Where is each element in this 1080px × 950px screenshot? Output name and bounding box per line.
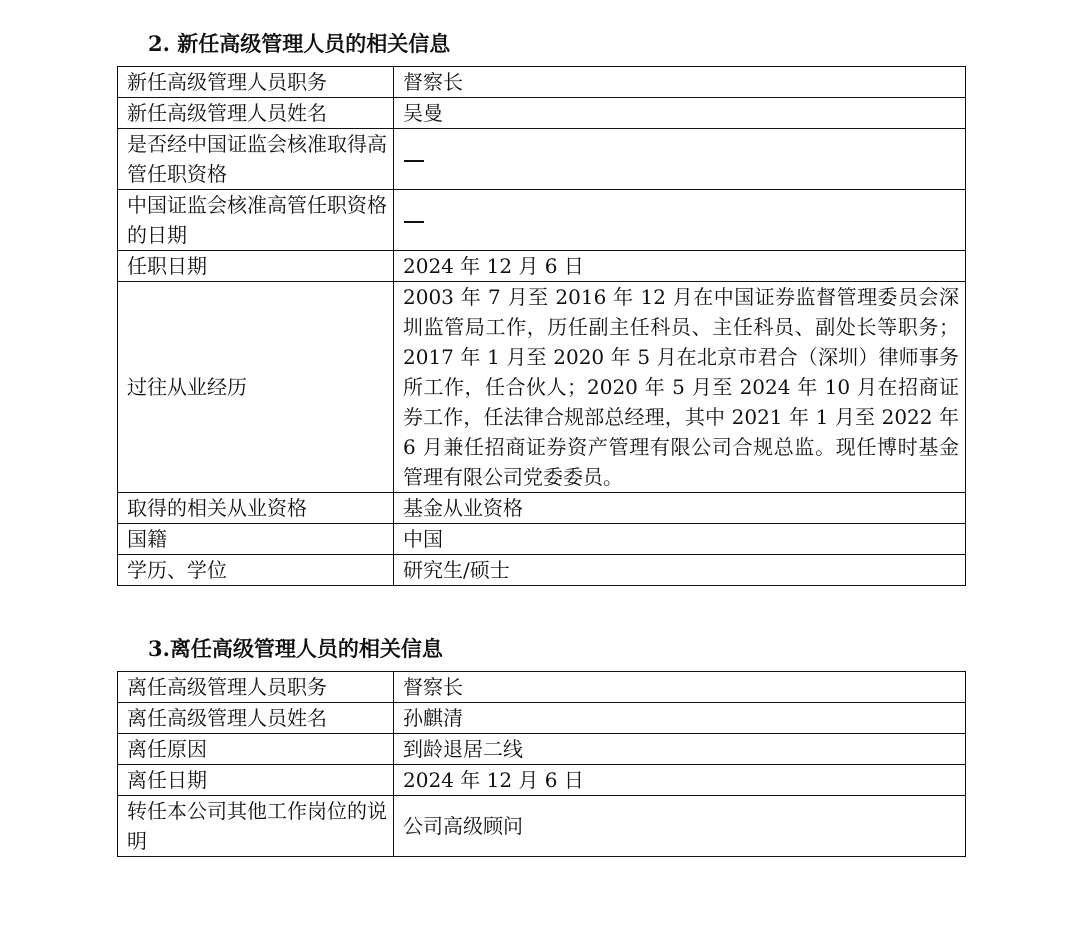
- row-value: 孙麒清: [394, 703, 966, 734]
- table-row: [118, 282, 966, 493]
- row-label: 取得的相关从业资格: [118, 493, 394, 524]
- row-label: 是否经中国证监会核准取得高管任职资格: [118, 129, 394, 190]
- table-row: [118, 98, 966, 129]
- row-value: 基金从业资格: [394, 493, 966, 524]
- row-label: 转任本公司其他工作岗位的说明: [118, 796, 394, 857]
- row-value: 督察长: [394, 67, 966, 98]
- table-row: [118, 251, 966, 282]
- dash-mark: [404, 160, 424, 162]
- table-row: [118, 734, 966, 765]
- row-label: 离任高级管理人员姓名: [118, 703, 394, 734]
- table-row: [118, 555, 966, 586]
- row-value: 中国: [394, 524, 966, 555]
- table-row: [118, 129, 966, 190]
- table-row: [118, 493, 966, 524]
- section-3-title: 3.离任高级管理人员的相关信息: [148, 636, 443, 661]
- departing-executive-info-table: [117, 671, 966, 857]
- row-value: [394, 190, 966, 251]
- row-label: 新任高级管理人员职务: [118, 67, 394, 98]
- row-value: 督察长: [394, 672, 966, 703]
- row-label: 离任原因: [118, 734, 394, 765]
- row-label: 离任高级管理人员职务: [118, 672, 394, 703]
- section-2-title: 2. 新任高级管理人员的相关信息: [148, 31, 451, 56]
- row-value: 吴曼: [394, 98, 966, 129]
- table-row: [118, 796, 966, 857]
- table-row: [118, 190, 966, 251]
- table-row: [118, 703, 966, 734]
- row-value: 2024 年 12 月 6 日: [394, 765, 966, 796]
- row-value: 公司高级顾问: [394, 796, 966, 857]
- dash-mark: [404, 221, 424, 223]
- row-label: 中国证监会核准高管任职资格的日期: [118, 190, 394, 251]
- row-label: 新任高级管理人员姓名: [118, 98, 394, 129]
- row-value: 研究生/硕士: [394, 555, 966, 586]
- table-row: [118, 672, 966, 703]
- row-label: 学历、学位: [118, 555, 394, 586]
- table-row: [118, 524, 966, 555]
- row-label: 离任日期: [118, 765, 394, 796]
- table-row: [118, 765, 966, 796]
- row-value: 2003 年 7 月至 2016 年 12 月在中国证券监督管理委员会深圳监管局工作，历任副主任科员、主任科员、副处长等职务；2017 年 1 月至 2020 年 5 月在北京市君合（深圳）律师事务所工作，任合伙人；2020 年 5 月至 2024 年 10 月在招商证券工作，任法律合规部总经理，其中 2021 年 1 月至 2022 年 6 月兼任招商证券资产管理有限公司合规总监。现任博时基金管理有限公司党委委员。: [394, 282, 966, 493]
- row-value: 2024 年 12 月 6 日: [394, 251, 966, 282]
- row-value: 到龄退居二线: [394, 734, 966, 765]
- row-label: 国籍: [118, 524, 394, 555]
- row-label: 任职日期: [118, 251, 394, 282]
- new-executive-info-table: [117, 66, 966, 586]
- table-row: [118, 67, 966, 98]
- row-label: 过往从业经历: [118, 282, 394, 493]
- row-value: [394, 129, 966, 190]
